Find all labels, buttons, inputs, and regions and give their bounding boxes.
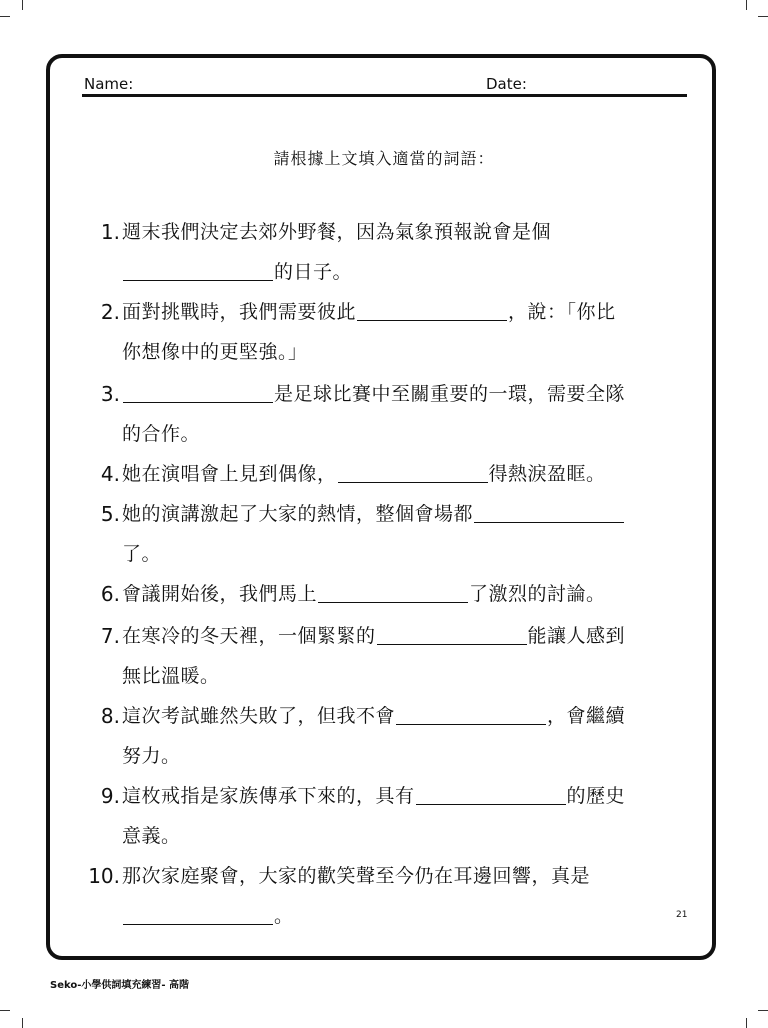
- answer-blank[interactable]: [123, 382, 273, 403]
- question-text: 在寒冷的冬天裡，一個緊緊的: [122, 625, 376, 647]
- question-text: 了。: [122, 543, 162, 565]
- question-line: [122, 862, 590, 890]
- question-text: 得熱淚盈眶。: [488, 463, 606, 485]
- crop-mark: [746, 1018, 747, 1028]
- question-number: 10.: [88, 864, 120, 888]
- answer-blank[interactable]: [357, 300, 507, 321]
- question-line: [122, 622, 625, 650]
- header-rule: [82, 94, 687, 97]
- question-text: 她在演唱會上見到偶像，: [122, 463, 337, 485]
- question-line: [122, 782, 625, 810]
- answer-blank[interactable]: [377, 624, 527, 645]
- page-number: 21: [676, 910, 688, 920]
- question-line: [122, 580, 606, 608]
- question-text: 的合作。: [122, 423, 201, 445]
- question-text: 。: [274, 905, 294, 927]
- footer-text: Seko-小學供詞填充練習- 高階: [50, 980, 190, 991]
- question-line: [122, 742, 181, 770]
- question-text: 會議開始後，我們馬上: [122, 583, 318, 605]
- question-line: [122, 460, 606, 488]
- question-line: [122, 298, 616, 326]
- question-line: [122, 662, 220, 690]
- question-text: 面對挑戰時，我們需要彼此: [122, 301, 357, 323]
- answer-blank[interactable]: [318, 582, 468, 603]
- question-line: [122, 218, 551, 246]
- question-text: ，說：「你比: [508, 301, 616, 323]
- question-line: [122, 338, 308, 366]
- question-number: 4.: [100, 462, 120, 486]
- question-line: [122, 500, 625, 528]
- question-text: 這枚戒指是家族傳承下來的，具有: [122, 785, 415, 807]
- answer-blank[interactable]: [123, 260, 273, 281]
- crop-mark: [0, 16, 10, 17]
- name-label: Name:: [84, 75, 134, 93]
- question-text: 的日子。: [274, 261, 353, 283]
- question-text: 你想像中的更堅強。」: [122, 341, 308, 363]
- answer-blank[interactable]: [338, 462, 488, 483]
- question-text: 無比溫暖。: [122, 665, 220, 687]
- question-number: 7.: [100, 624, 120, 648]
- question-text: 意義。: [122, 825, 181, 847]
- crop-mark: [22, 0, 23, 10]
- answer-blank[interactable]: [123, 904, 273, 925]
- question-line: [122, 540, 161, 568]
- crop-mark: [758, 16, 768, 17]
- question-text: 的歷史: [566, 785, 626, 807]
- answer-blank[interactable]: [416, 784, 566, 805]
- question-number: 6.: [100, 582, 120, 606]
- answer-blank[interactable]: [396, 704, 546, 725]
- question-number: 2.: [100, 300, 120, 324]
- question-number: 8.: [100, 704, 120, 728]
- question-text: 這次考試雖然失敗了，但我不會: [122, 705, 396, 727]
- question-text: 她的演講激起了大家的熱情，整個會場都: [122, 503, 474, 525]
- question-line: [122, 380, 625, 408]
- question-number: 9.: [100, 784, 120, 808]
- question-text: 了激烈的討論。: [469, 583, 606, 605]
- question-line: [122, 420, 200, 448]
- crop-mark: [746, 0, 747, 10]
- date-label: Date:: [486, 75, 527, 93]
- question-text: 能讓人感到: [527, 625, 626, 647]
- crop-mark: [22, 1018, 23, 1028]
- instruction-text: 請根據上文填入適當的詞語：: [273, 149, 495, 168]
- question-text: ，會繼續: [547, 705, 626, 727]
- question-text: 努力。: [122, 745, 181, 767]
- answer-blank[interactable]: [474, 502, 624, 523]
- question-line: [122, 258, 352, 286]
- question-line: [122, 902, 294, 930]
- crop-mark: [758, 1010, 768, 1011]
- question-number: 3.: [100, 382, 120, 406]
- question-line: [122, 702, 625, 730]
- question-number: 5.: [100, 502, 120, 526]
- crop-mark: [0, 1010, 10, 1011]
- question-text: 是足球比賽中至關重要的一環，需要全隊: [274, 383, 626, 405]
- question-text: 那次家庭聚會，大家的歡笑聲至今仍在耳邊回響，真是: [122, 865, 591, 887]
- question-text: 週末我們決定去郊外野餐，因為氣象預報說會是個: [122, 221, 552, 243]
- question-line: [122, 822, 181, 850]
- question-number: 1.: [100, 220, 120, 244]
